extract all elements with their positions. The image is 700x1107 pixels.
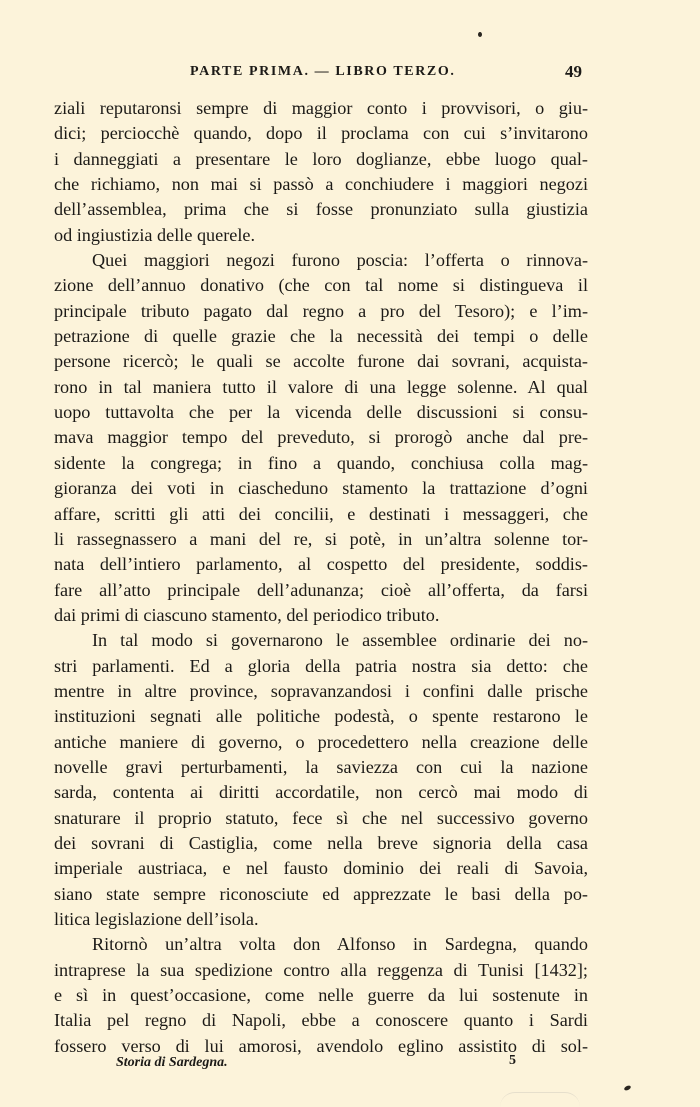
text-line: i danneggiati a presentare le loro doglianze, ebbe luogo qual-: [54, 148, 588, 169]
text-line: Quei maggiori negozi furono poscia: l’offerta o rinnova-: [92, 250, 588, 271]
text-line: Ritornò un’altra volta don Alfonso in Sardegna, quando: [92, 934, 588, 955]
text-line: uopo tuttavolta che per la vicenda delle discussioni si consu-: [54, 402, 588, 423]
text-line: petrazione di quelle grazie che la necessità dei tempi o delle: [54, 326, 588, 347]
text-line: Italia pel regno di Napoli, ebbe a conoscere quanto i Sardi: [54, 1010, 588, 1031]
page-number: 49: [565, 62, 582, 81]
text-line: sidente la congrega; in fino a quando, conchiusa colla mag-: [54, 452, 588, 473]
body-text: [54, 96, 588, 1059]
text-line: ziali reputaronsi sempre di maggior conto i provvisori, o giu-: [54, 98, 588, 118]
faint-watermark: [500, 1092, 580, 1107]
text-line: od ingiustizia delle querele.: [54, 224, 256, 245]
ink-speck: [623, 1085, 631, 1092]
text-line: siano state sempre riconosciute ed apprezzate le basi della po-: [54, 883, 588, 904]
text-line: nata dell’intiero parlamento, al cospetto del presidente, soddis-: [54, 554, 588, 575]
text-line: gioranza dei voti in ciascheduno stamento la trattazione d’ogni: [54, 478, 588, 499]
text-line: instituzioni segnati alle politiche podestà, o spente restarono le: [54, 706, 588, 727]
text-line: snaturare il proprio statuto, fece sì che nel successivo governo: [54, 807, 588, 828]
text-line: che richiamo, non mai si passò a conchiudere i maggiori negozi: [54, 174, 588, 195]
text-line: dici; perciocchè quando, dopo il proclama con cui s’invitarono: [54, 123, 588, 144]
text-line: rono in tal maniera tutto il valore di una legge solenne. Al qual: [54, 376, 588, 397]
text-line: zione dell’annuo donativo (che con tal nome si distingueva il: [54, 275, 588, 296]
text-line: intraprese la sua spedizione contro alla reggenza di Tunisi [1432];: [54, 959, 588, 980]
text-line: novelle gravi perturbamenti, la saviezza con cui la nazione: [54, 756, 588, 777]
text-line: dei sovrani di Castiglia, come nella breve signoria della casa: [54, 832, 588, 853]
text-line: li rassegnassero a mani del re, si potè, in un’altra solenne tor-: [54, 528, 588, 549]
text-line: persone ricercò; le quali se accolte furone dai sovrani, acquista-: [54, 351, 588, 372]
text-line: fossero verso di lui amorosi, avendolo eglino assistito di sol-: [54, 1035, 588, 1056]
text-line: principale tributo pagato dal regno a pro del Tesoro); e l’im-: [54, 300, 588, 321]
text-line: mava maggior tempo del preveduto, si prorogò anche dal pre-: [54, 427, 588, 448]
text-line: affare, scritti gli atti dei concilii, e destinati i messaggeri, che: [54, 503, 588, 524]
text-line: imperiale austriaca, e nel fausto dominio dei reali di Savoia,: [54, 858, 588, 879]
footer-book-title: Storia di Sardegna.: [116, 1055, 228, 1070]
text-line: litica legislazione dell’isola.: [54, 909, 259, 929]
running-head: PARTE PRIMA. — LIBRO TERZO.: [190, 64, 456, 79]
ink-speck: [478, 32, 482, 37]
text-line: dai primi di ciascuno stamento, del periodico tributo.: [54, 604, 440, 625]
text-line: mentre in altre province, sopravanzandosi i confini dalle prische: [54, 680, 588, 701]
text-line: stri parlamenti. Ed a gloria della patria nostra sia detto: che: [54, 655, 588, 676]
signature-mark: 5: [509, 1053, 516, 1068]
text-line: antiche maniere di governo, o procedettero nella creazione delle: [54, 731, 588, 752]
text-line: dell’assemblea, prima che si fosse pronunziato sulla giustizia: [54, 199, 588, 220]
text-line: In tal modo si governarono le assemblee ordinarie dei no-: [92, 630, 588, 651]
text-line: sarda, contenta ai diritti accordatile, non cercò mai modo di: [54, 782, 588, 803]
text-line: fare all’atto principale dell’adunanza; cioè all’offerta, da farsi: [54, 579, 588, 600]
text-line: e sì in quest’occasione, come nelle guerre da lui sostenute in: [54, 985, 588, 1006]
